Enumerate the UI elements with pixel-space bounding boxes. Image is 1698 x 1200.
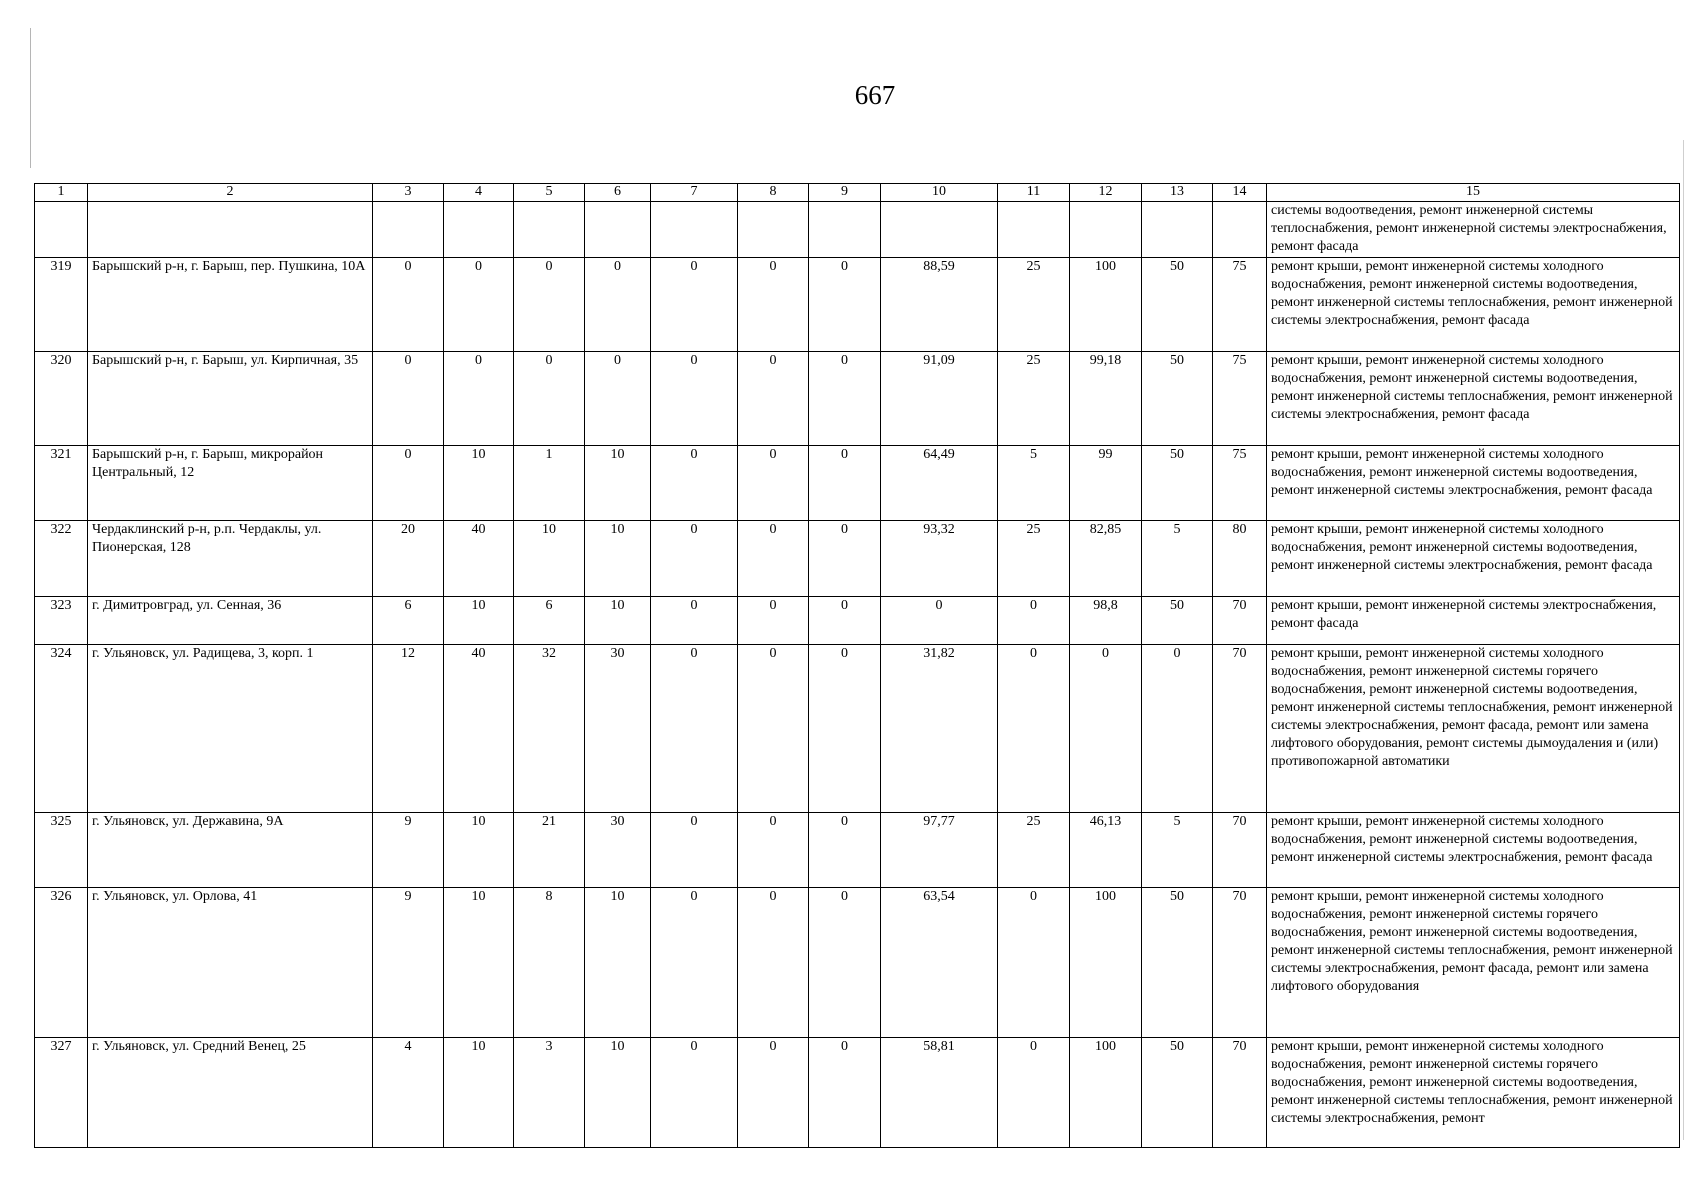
cell-col-2: г. Ульяновск, ул. Радищева, 3, корп. 1 — [88, 645, 373, 813]
col-header-14: 14 — [1213, 184, 1267, 202]
cell-col-11: 25 — [998, 352, 1070, 446]
cell-col-3: 9 — [373, 888, 444, 1038]
col-header-10: 10 — [881, 184, 998, 202]
cell-col-1: 325 — [35, 813, 88, 888]
cell-col-15: ремонт крыши, ремонт инженерной системы холодного водоснабжения, ремонт инженерной системы водоотведения, ремонт инженерной системы электроснабжения, ремонт фасада — [1267, 813, 1680, 888]
cell-col-7: 0 — [651, 597, 738, 645]
cell-col-6 — [585, 202, 651, 258]
cell-col-11: 25 — [998, 813, 1070, 888]
cell-col-11: 0 — [998, 1038, 1070, 1148]
cell-col-15: ремонт крыши, ремонт инженерной системы холодного водоснабжения, ремонт инженерной системы горячего водоснабжения, ремонт инженерной системы водоотведения, ремонт инженерной системы теплоснабжения, ремонт инженерной системы электроснабжения, ремонт фасада, ремонт или замена лифтового оборудования, ремонт системы дымоудаления и (или) противопожарной автоматики — [1267, 645, 1680, 813]
cell-col-5: 3 — [514, 1038, 585, 1148]
cell-col-5: 0 — [514, 352, 585, 446]
cell-col-3: 4 — [373, 1038, 444, 1148]
cell-col-4 — [444, 202, 514, 258]
cell-col-1 — [35, 202, 88, 258]
cell-col-14: 70 — [1213, 888, 1267, 1038]
cell-col-5: 0 — [514, 258, 585, 352]
col-header-11: 11 — [998, 184, 1070, 202]
cell-col-9: 0 — [809, 1038, 881, 1148]
cell-col-1: 320 — [35, 352, 88, 446]
cell-col-12: 98,8 — [1070, 597, 1142, 645]
cell-col-12 — [1070, 202, 1142, 258]
col-header-8: 8 — [738, 184, 809, 202]
cell-col-3: 20 — [373, 521, 444, 597]
cell-col-6: 30 — [585, 645, 651, 813]
cell-col-5: 8 — [514, 888, 585, 1038]
cell-col-3: 0 — [373, 258, 444, 352]
cell-col-9 — [809, 202, 881, 258]
table-row — [35, 202, 1680, 258]
cell-col-13: 0 — [1142, 645, 1213, 813]
col-header-1: 1 — [35, 184, 88, 202]
cell-col-2: Чердаклинский р-н, р.п. Чердаклы, ул. Пионерская, 128 — [88, 521, 373, 597]
cell-col-10: 0 — [881, 597, 998, 645]
cell-col-7: 0 — [651, 258, 738, 352]
cell-col-4: 0 — [444, 352, 514, 446]
cell-col-6: 0 — [585, 352, 651, 446]
cell-col-1: 327 — [35, 1038, 88, 1148]
cell-col-7: 0 — [651, 813, 738, 888]
col-header-7: 7 — [651, 184, 738, 202]
cell-col-15: ремонт крыши, ремонт инженерной системы холодного водоснабжения, ремонт инженерной системы горячего водоснабжения, ремонт инженерной системы водоотведения, ремонт инженерной системы теплоснабжения, ремонт инженерной системы электроснабжения, ремонт — [1267, 1038, 1680, 1148]
cell-col-10: 91,09 — [881, 352, 998, 446]
cell-col-15: системы водоотведения, ремонт инженерной системы теплоснабжения, ремонт инженерной системы электроснабжения, ремонт фасада — [1267, 202, 1680, 258]
cell-col-1: 322 — [35, 521, 88, 597]
cell-col-4: 10 — [444, 813, 514, 888]
right-margin-rule — [1683, 140, 1684, 1140]
cell-col-11: 25 — [998, 258, 1070, 352]
cell-col-7: 0 — [651, 1038, 738, 1148]
cell-col-3: 6 — [373, 597, 444, 645]
cell-col-13: 50 — [1142, 888, 1213, 1038]
cell-col-10: 63,54 — [881, 888, 998, 1038]
cell-col-4: 40 — [444, 521, 514, 597]
cell-col-6: 10 — [585, 446, 651, 521]
cell-col-5: 10 — [514, 521, 585, 597]
cell-col-8: 0 — [738, 645, 809, 813]
cell-col-5: 6 — [514, 597, 585, 645]
cell-col-14: 80 — [1213, 521, 1267, 597]
cell-col-5: 1 — [514, 446, 585, 521]
cell-col-8: 0 — [738, 888, 809, 1038]
cell-col-5 — [514, 202, 585, 258]
cell-col-10: 31,82 — [881, 645, 998, 813]
cell-col-7 — [651, 202, 738, 258]
cell-col-2 — [88, 202, 373, 258]
cell-col-12: 100 — [1070, 1038, 1142, 1148]
cell-col-12: 0 — [1070, 645, 1142, 813]
cell-col-10: 64,49 — [881, 446, 998, 521]
cell-col-12: 100 — [1070, 258, 1142, 352]
table-row — [35, 258, 1680, 352]
cell-col-13: 5 — [1142, 813, 1213, 888]
cell-col-13: 50 — [1142, 258, 1213, 352]
col-header-13: 13 — [1142, 184, 1213, 202]
cell-col-11: 25 — [998, 521, 1070, 597]
cell-col-1: 326 — [35, 888, 88, 1038]
cell-col-3: 0 — [373, 446, 444, 521]
col-header-9: 9 — [809, 184, 881, 202]
cell-col-9: 0 — [809, 352, 881, 446]
cell-col-14: 70 — [1213, 645, 1267, 813]
cell-col-3: 12 — [373, 645, 444, 813]
cell-col-12: 99,18 — [1070, 352, 1142, 446]
col-header-15: 15 — [1267, 184, 1680, 202]
cell-col-14: 75 — [1213, 352, 1267, 446]
table-row — [35, 645, 1680, 813]
table-row — [35, 352, 1680, 446]
cell-col-6: 10 — [585, 888, 651, 1038]
cell-col-6: 30 — [585, 813, 651, 888]
col-header-3: 3 — [373, 184, 444, 202]
column-number-row — [35, 184, 1680, 202]
cell-col-8: 0 — [738, 446, 809, 521]
cell-col-13: 5 — [1142, 521, 1213, 597]
cell-col-8: 0 — [738, 521, 809, 597]
col-header-12: 12 — [1070, 184, 1142, 202]
cell-col-11 — [998, 202, 1070, 258]
cell-col-8: 0 — [738, 352, 809, 446]
page-number: 667 — [854, 80, 896, 110]
table-row — [35, 446, 1680, 521]
cell-col-9: 0 — [809, 888, 881, 1038]
cell-col-8: 0 — [738, 258, 809, 352]
table-row — [35, 888, 1680, 1038]
cell-col-4: 0 — [444, 258, 514, 352]
cell-col-10: 88,59 — [881, 258, 998, 352]
cell-col-8: 0 — [738, 813, 809, 888]
cell-col-8: 0 — [738, 597, 809, 645]
cell-col-14: 75 — [1213, 446, 1267, 521]
cell-col-9: 0 — [809, 521, 881, 597]
cell-col-11: 5 — [998, 446, 1070, 521]
cell-col-5: 21 — [514, 813, 585, 888]
cell-col-2: Барышский р-н, г. Барыш, пер. Пушкина, 10А — [88, 258, 373, 352]
cell-col-4: 10 — [444, 1038, 514, 1148]
cell-col-15: ремонт крыши, ремонт инженерной системы холодного водоснабжения, ремонт инженерной системы горячего водоснабжения, ремонт инженерной системы водоотведения, ремонт инженерной системы теплоснабжения, ремонт инженерной системы электроснабжения, ремонт фасада, ремонт или замена лифтового оборудования — [1267, 888, 1680, 1038]
col-header-4: 4 — [444, 184, 514, 202]
cell-col-6: 10 — [585, 521, 651, 597]
cell-col-7: 0 — [651, 645, 738, 813]
cell-col-15: ремонт крыши, ремонт инженерной системы электроснабжения, ремонт фасада — [1267, 597, 1680, 645]
cell-col-12: 46,13 — [1070, 813, 1142, 888]
cell-col-14: 70 — [1213, 813, 1267, 888]
cell-col-12: 82,85 — [1070, 521, 1142, 597]
cell-col-4: 10 — [444, 888, 514, 1038]
cell-col-5: 32 — [514, 645, 585, 813]
cell-col-11: 0 — [998, 597, 1070, 645]
cell-col-6: 10 — [585, 597, 651, 645]
cell-col-11: 0 — [998, 888, 1070, 1038]
cell-col-8 — [738, 202, 809, 258]
cell-col-9: 0 — [809, 446, 881, 521]
cell-col-1: 321 — [35, 446, 88, 521]
cell-col-11: 0 — [998, 645, 1070, 813]
cell-col-9: 0 — [809, 645, 881, 813]
cell-col-1: 324 — [35, 645, 88, 813]
cell-col-10: 93,32 — [881, 521, 998, 597]
cell-col-4: 10 — [444, 597, 514, 645]
cell-col-7: 0 — [651, 352, 738, 446]
cell-col-10: 97,77 — [881, 813, 998, 888]
table-row — [35, 813, 1680, 888]
cell-col-12: 99 — [1070, 446, 1142, 521]
cell-col-1: 323 — [35, 597, 88, 645]
cell-col-14: 70 — [1213, 1038, 1267, 1148]
cell-col-14 — [1213, 202, 1267, 258]
col-header-6: 6 — [585, 184, 651, 202]
col-header-2: 2 — [88, 184, 373, 202]
cell-col-3 — [373, 202, 444, 258]
cell-col-7: 0 — [651, 521, 738, 597]
cell-col-9: 0 — [809, 813, 881, 888]
table-row — [35, 521, 1680, 597]
cell-col-10: 58,81 — [881, 1038, 998, 1148]
cell-col-2: г. Ульяновск, ул. Орлова, 41 — [88, 888, 373, 1038]
cell-col-7: 0 — [651, 446, 738, 521]
cell-col-2: г. Ульяновск, ул. Средний Венец, 25 — [88, 1038, 373, 1148]
cell-col-9: 0 — [809, 258, 881, 352]
cell-col-6: 0 — [585, 258, 651, 352]
cell-col-2: Барышский р-н, г. Барыш, микрорайон Центральный, 12 — [88, 446, 373, 521]
cell-col-4: 10 — [444, 446, 514, 521]
table-row — [35, 1038, 1680, 1148]
cell-col-7: 0 — [651, 888, 738, 1038]
cell-col-13 — [1142, 202, 1213, 258]
cell-col-13: 50 — [1142, 597, 1213, 645]
cell-col-2: г. Димитровград, ул. Сенная, 36 — [88, 597, 373, 645]
cell-col-2: г. Ульяновск, ул. Державина, 9А — [88, 813, 373, 888]
cell-col-15: ремонт крыши, ремонт инженерной системы холодного водоснабжения, ремонт инженерной системы водоотведения, ремонт инженерной системы теплоснабжения, ремонт инженерной системы электроснабжения, ремонт фасада — [1267, 352, 1680, 446]
cell-col-4: 40 — [444, 645, 514, 813]
cell-col-8: 0 — [738, 1038, 809, 1148]
cell-col-15: ремонт крыши, ремонт инженерной системы холодного водоснабжения, ремонт инженерной системы водоотведения, ремонт инженерной системы электроснабжения, ремонт фасада — [1267, 521, 1680, 597]
cell-col-12: 100 — [1070, 888, 1142, 1038]
cell-col-15: ремонт крыши, ремонт инженерной системы холодного водоснабжения, ремонт инженерной системы водоотведения, ремонт инженерной системы электроснабжения, ремонт фасада — [1267, 446, 1680, 521]
cell-col-13: 50 — [1142, 446, 1213, 521]
cell-col-3: 9 — [373, 813, 444, 888]
cell-col-2: Барышский р-н, г. Барыш, ул. Кирпичная, 35 — [88, 352, 373, 446]
table-row — [35, 597, 1680, 645]
cell-col-13: 50 — [1142, 352, 1213, 446]
cell-col-14: 75 — [1213, 258, 1267, 352]
repair-program-table — [34, 183, 1680, 1148]
col-header-5: 5 — [514, 184, 585, 202]
cell-col-1: 319 — [35, 258, 88, 352]
cell-col-6: 10 — [585, 1038, 651, 1148]
cell-col-9: 0 — [809, 597, 881, 645]
cell-col-10 — [881, 202, 998, 258]
cell-col-14: 70 — [1213, 597, 1267, 645]
cell-col-13: 50 — [1142, 1038, 1213, 1148]
cell-col-15: ремонт крыши, ремонт инженерной системы холодного водоснабжения, ремонт инженерной системы водоотведения, ремонт инженерной системы теплоснабжения, ремонт инженерной системы электроснабжения, ремонт фасада — [1267, 258, 1680, 352]
cell-col-3: 0 — [373, 352, 444, 446]
